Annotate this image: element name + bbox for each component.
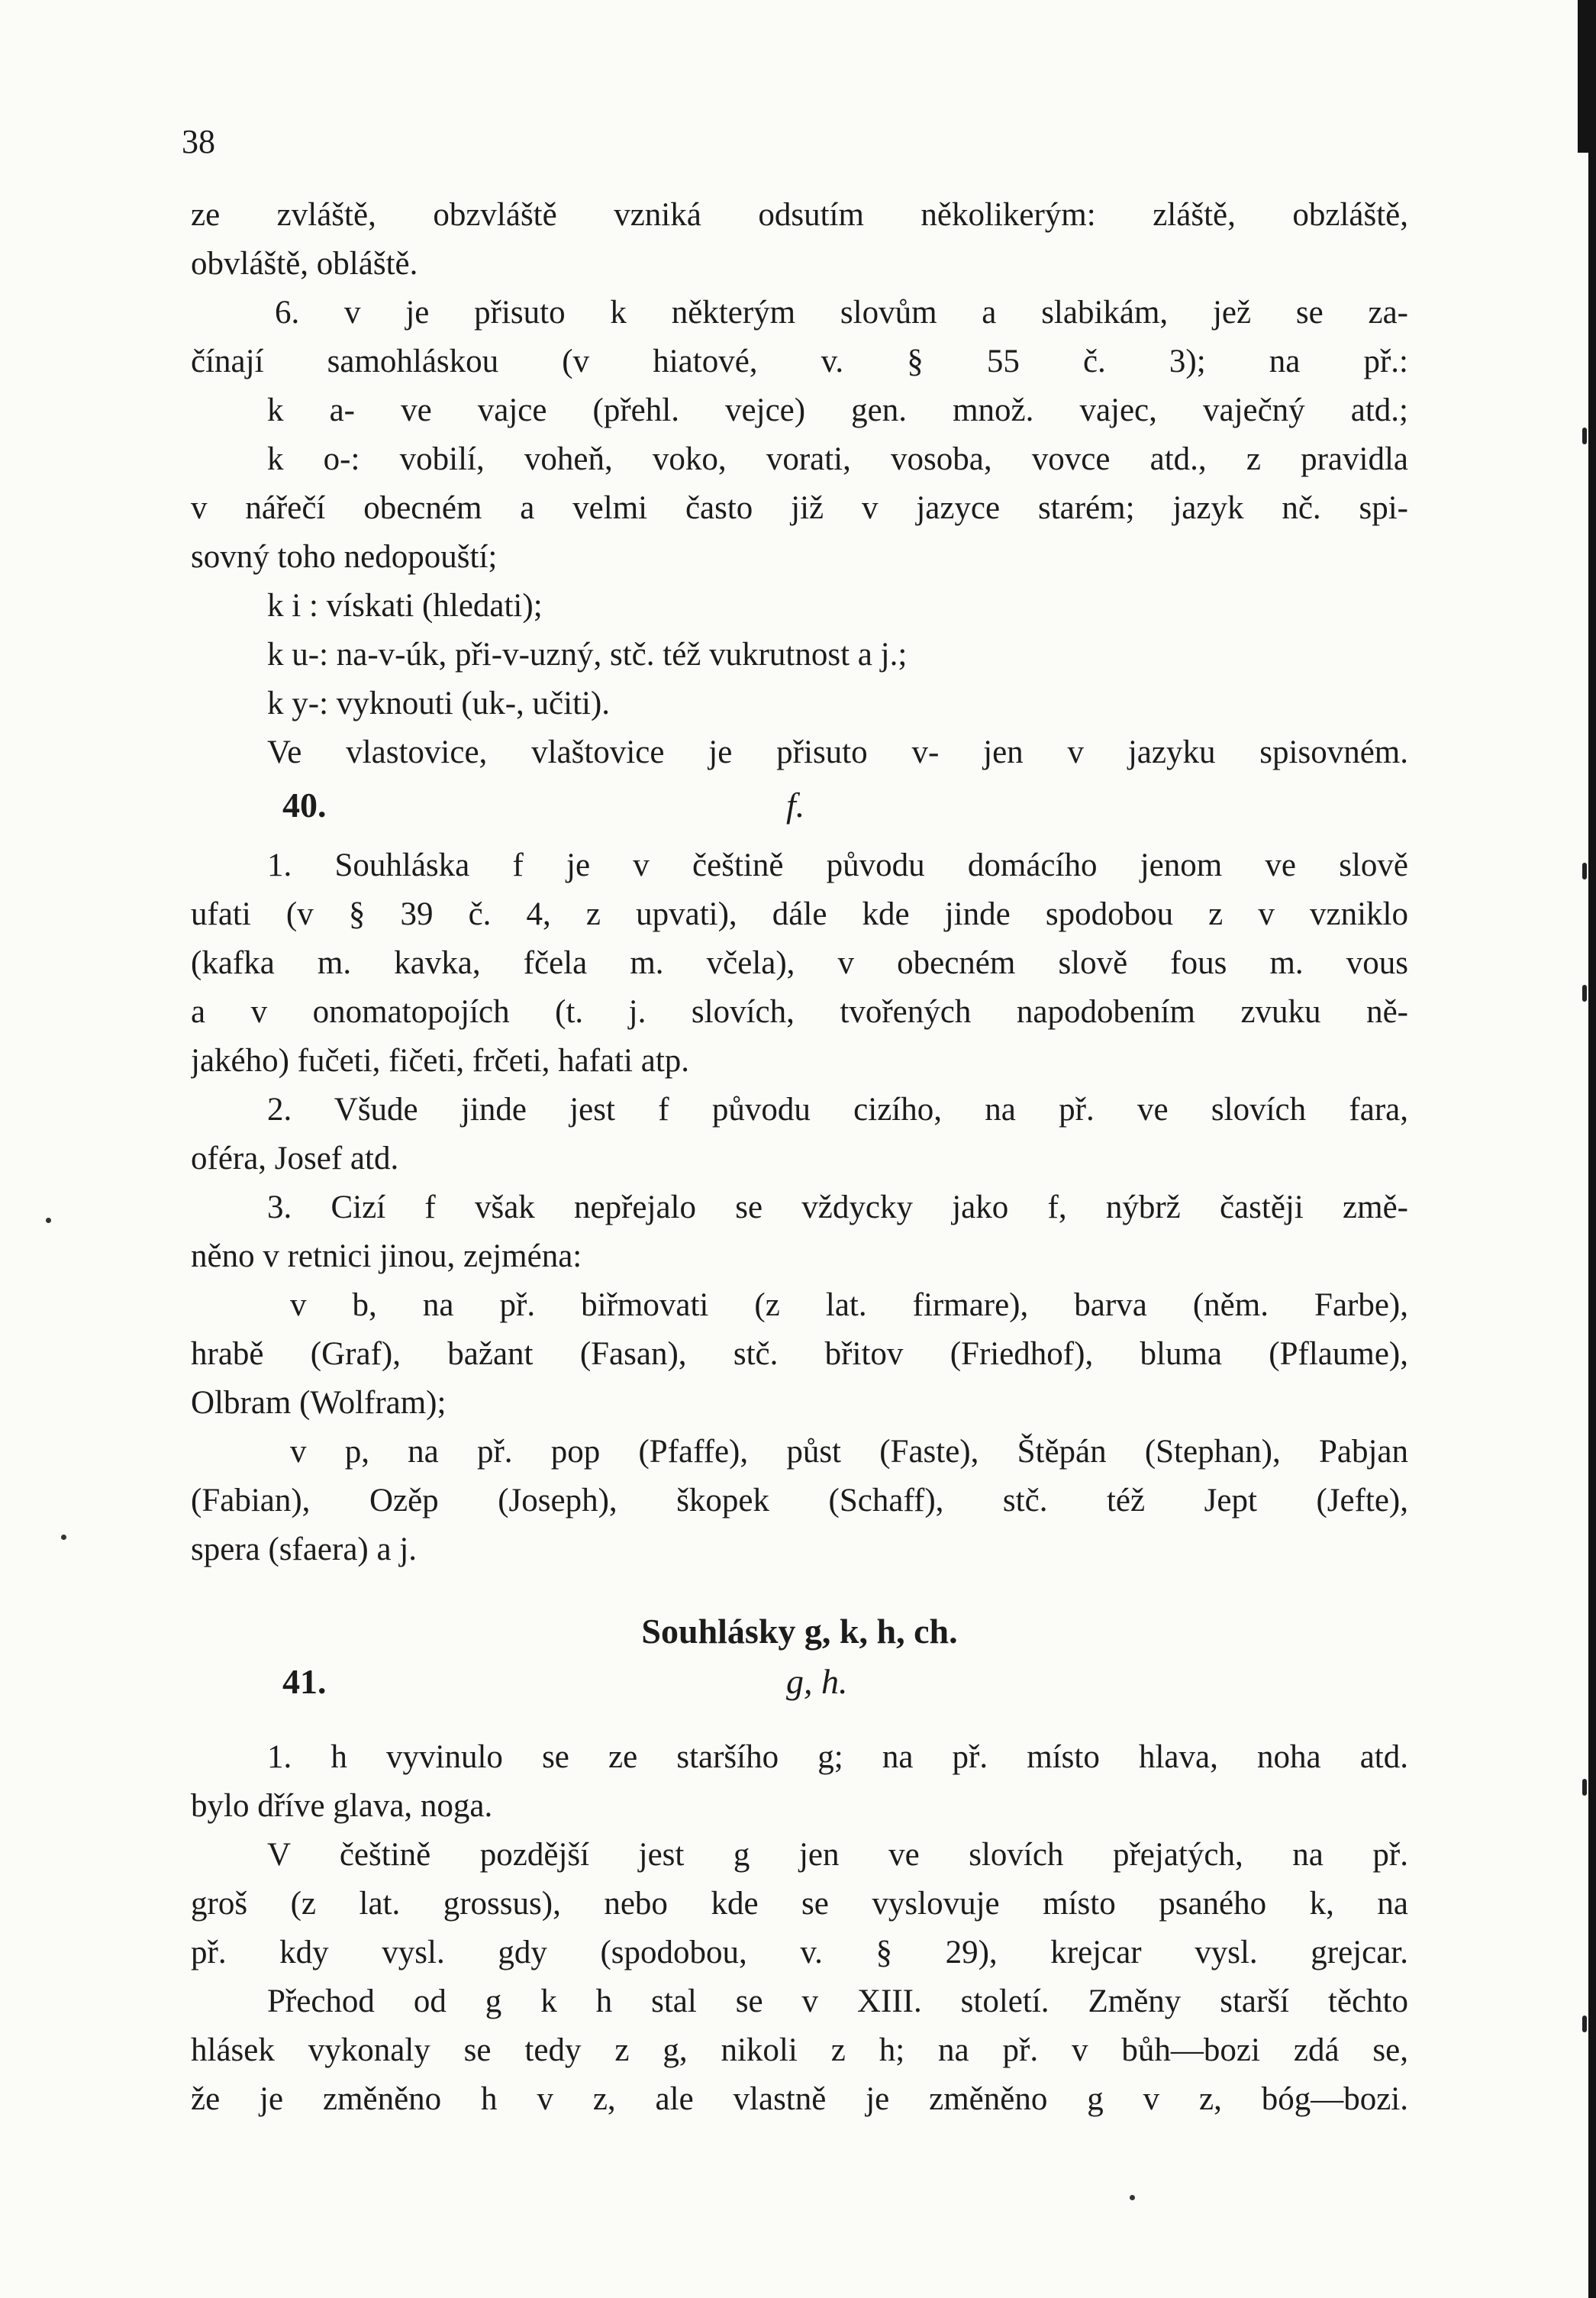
text-line: v nářečí obecném a velmi často již v jazyce starém; jazyk nč. spi-	[191, 490, 1408, 526]
text-line: (kafka m. kavka, fčela m. včela), v obecném slově fous m. vous	[191, 945, 1408, 981]
text-line: Ve vlastovice, vlaštovice je přisuto v- jen v jazyku spisovném.	[267, 734, 1408, 770]
text-line: k i : vískati (hledati);	[267, 588, 543, 624]
text-line: V češtině pozdější jest g jen ve slovích přejatých, na př.	[267, 1837, 1408, 1873]
text-line: k o-: vobilí, voheň, voko, vorati, vosoba, vovce atd., z pravidla	[267, 441, 1408, 477]
text-line: k u-: na-v-úk, při-v-uzný, stč. též vukrutnost a j.;	[267, 637, 908, 673]
group-heading: Souhlásky g, k, h, ch.	[641, 1612, 958, 1651]
text-line: ze zvláště, obzvláště vzniká odsutím několikerým: zláště, obzláště,	[191, 197, 1408, 233]
text-line: 3. Cizí f však nepřejalo se vždycky jako f, nýbrž častěji změ-	[267, 1189, 1408, 1225]
text-line: 6. v je přisuto k některým slovům a slabikám, jež se za-	[275, 295, 1408, 331]
edge-mark	[1582, 985, 1587, 1002]
text-line: sovný toho nedopouští;	[191, 539, 498, 575]
text-line: bylo dříve glava, noga.	[191, 1788, 493, 1824]
section-number: 41.	[282, 1662, 327, 1701]
text-line: 1. Souhláska f je v češtině původu domácího jenom ve slově	[267, 847, 1408, 883]
text-line: oféra, Josef atd.	[191, 1141, 399, 1176]
section-heading-41	[191, 1654, 1408, 1718]
text-line: 2. Všude jinde jest f původu cizího, na př. ve slovích fara,	[267, 1092, 1408, 1128]
edge-mark	[1582, 2016, 1587, 2032]
book-spine-notch	[1578, 0, 1590, 153]
section-number: 40.	[282, 786, 327, 825]
ink-speck	[61, 1535, 66, 1540]
text-line: (Fabian), Ozěp (Joseph), škopek (Schaff), stč. též Jept (Jefte),	[191, 1483, 1408, 1519]
edge-mark	[1582, 863, 1587, 880]
text-line: 1. h vyvinulo se ze staršího g; na př. místo hlava, noha atd.	[267, 1739, 1408, 1775]
text-line: že je změněno h v z, ale vlastně je změněno g v z, bóg—bozi.	[191, 2081, 1408, 2117]
text-line: př. kdy vysl. gdy (spodobou, v. § 29), krejcar vysl. grejcar.	[191, 1935, 1408, 1970]
text-line: v p, na př. pop (Pfaffe), půst (Faste), Štěpán (Stephan), Pabjan	[290, 1434, 1408, 1470]
ink-speck	[1130, 2195, 1135, 2200]
text-line: groš (z lat. grossus), nebo kde se vyslovuje místo psaného k, na	[191, 1886, 1408, 1922]
edge-mark	[1582, 428, 1587, 444]
text-line: něno v retnici jinou, zejména:	[191, 1238, 582, 1274]
text-line: k a- ve vajce (přehl. vejce) gen. množ. vajec, vaječný atd.;	[267, 392, 1408, 428]
text-line: a v onomatopojích (t. j. slovích, tvořených napodobením zvuku ně-	[191, 994, 1408, 1030]
text-line: Přechod od g k h stal se v XIII. století. Změny starší těchto	[267, 1983, 1408, 2019]
ink-speck	[46, 1218, 51, 1223]
page-number: 38	[182, 123, 215, 160]
text-line: spera (sfaera) a j.	[191, 1531, 418, 1567]
section-title: f.	[786, 786, 805, 825]
text-line: jakého) fučeti, fičeti, frčeti, hafati atp.	[191, 1043, 690, 1079]
page-text	[191, 191, 1408, 2124]
text-line: hrabě (Graf), bažant (Fasan), stč. břitov (Friedhof), bluma (Pflaume),	[191, 1336, 1408, 1372]
text-line: Olbram (Wolfram);	[191, 1385, 447, 1421]
section-title: g, h.	[786, 1662, 848, 1701]
text-line: čínají samohláskou (v hiatové, v. § 55 č. 3); na př.:	[191, 344, 1408, 379]
text-line: hlásek vykonaly se tedy z g, nikoli z h; na př. v bůh—bozi zdá se,	[191, 2032, 1408, 2068]
text-line: k y-: vyknouti (uk-, učiti).	[267, 686, 611, 721]
text-line: obvláště, obláště.	[191, 246, 418, 282]
section-heading-40	[191, 777, 1408, 841]
text-line: v b, na př. biřmovati (z lat. firmare), barva (něm. Farbe),	[290, 1287, 1408, 1323]
text-line: ufati (v § 39 č. 4, z upvati), dále kde jinde spodobou z v vzniklo	[191, 896, 1408, 932]
book-spine-edge	[1588, 0, 1596, 2298]
edge-mark	[1582, 1779, 1587, 1796]
